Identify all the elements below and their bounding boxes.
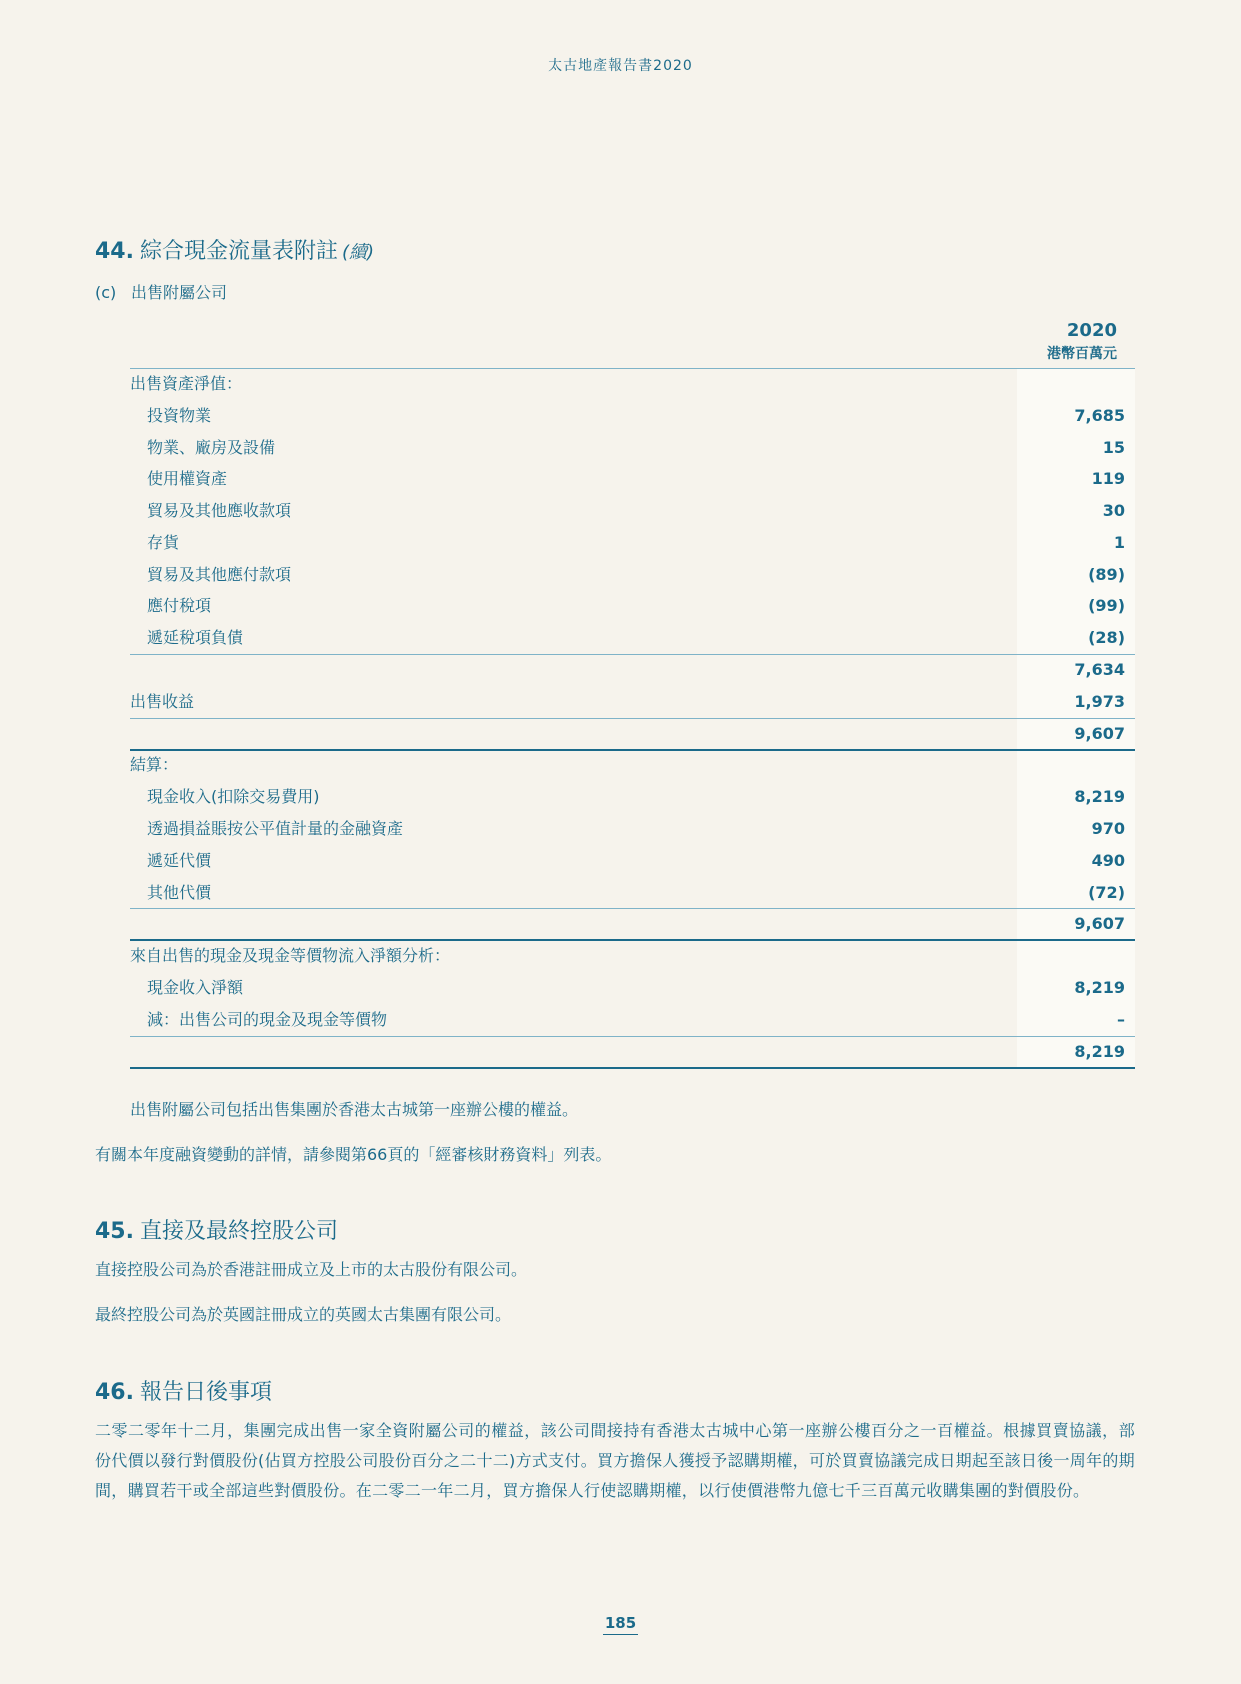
- row-label: 透過損益賬按公平值計量的金融資產: [147, 819, 404, 838]
- financing-note: 有關本年度融資變動的詳情，請參閱第66頁的「經審核財務資料」列表。: [95, 1145, 612, 1164]
- row-label: 現金收入淨額: [147, 978, 244, 997]
- row-label: 現金收入(扣除交易費用): [147, 787, 320, 806]
- section-44-title: 綜合現金流量表附註: [139, 239, 338, 264]
- subsection-c-heading: [95, 280, 227, 303]
- subsection-c-title: 出售附屬公司: [131, 283, 228, 302]
- table-row: [130, 781, 1135, 813]
- table-row: [130, 813, 1135, 845]
- row-label: 其他代價: [147, 883, 212, 902]
- section-45-p1: 直接控股公司為於香港註冊成立及上市的太古股份有限公司。: [95, 1260, 528, 1279]
- row-value: (89): [1088, 565, 1125, 584]
- table-row: [130, 590, 1135, 622]
- row-label: 貿易及其他應付款項: [147, 565, 292, 584]
- table-row: [130, 432, 1135, 464]
- row-label: 應付稅項: [147, 596, 212, 615]
- table-row: [130, 654, 1135, 686]
- table-row: [130, 559, 1135, 591]
- row-label: 遞延稅項負債: [147, 628, 244, 647]
- row-value: 970: [1091, 819, 1125, 838]
- row-label: 出售資產淨值：: [130, 374, 243, 393]
- table-row: [130, 1036, 1135, 1068]
- row-label: 物業、廠房及設備: [147, 438, 276, 457]
- rule-total-1: [130, 749, 1135, 751]
- row-label: 存貨: [147, 533, 180, 552]
- rule-after-less-cash: [130, 1036, 1135, 1037]
- row-value: 7,685: [1074, 406, 1125, 425]
- section-45-title: 直接及最終控股公司: [139, 1219, 338, 1244]
- rule-after-deferred-tax: [130, 654, 1135, 655]
- table-row: [130, 463, 1135, 495]
- rule-total-3: [130, 1067, 1135, 1069]
- running-header: 太古地產報告書2020: [548, 58, 693, 74]
- subsection-c-label: (c): [95, 283, 117, 302]
- row-label: 減：出售公司的現金及現金等價物: [147, 1010, 388, 1029]
- section-46-title: 報告日後事項: [139, 1380, 272, 1405]
- row-value: 8,219: [1074, 1042, 1125, 1061]
- section-46-number: 46.: [95, 1380, 134, 1405]
- section-44-continued: (續): [342, 242, 375, 263]
- table-row: [130, 527, 1135, 559]
- section-44-number: 44.: [95, 239, 134, 264]
- rule-after-other-consideration: [130, 908, 1135, 909]
- section-45-heading: [95, 1214, 338, 1245]
- row-value: (28): [1088, 628, 1125, 647]
- column-header: [1047, 320, 1117, 363]
- row-value: 1: [1113, 533, 1125, 552]
- table-row: [130, 749, 1135, 781]
- table-row: [130, 908, 1135, 940]
- row-value: (72): [1088, 883, 1125, 902]
- page-number-text: 185: [603, 1614, 638, 1635]
- row-value: –: [1117, 1010, 1125, 1029]
- table-row: [130, 845, 1135, 877]
- table-row: [130, 972, 1135, 1004]
- row-label: 貿易及其他應收款項: [147, 501, 292, 520]
- table-row: [130, 940, 1135, 972]
- rule-after-gain: [130, 718, 1135, 719]
- table-row: [130, 718, 1135, 750]
- row-label: 出售收益: [130, 692, 195, 711]
- table-row: [130, 368, 1135, 400]
- row-value: 30: [1102, 501, 1125, 520]
- row-label: 來自出售的現金及現金等價物流入淨額分析：: [130, 946, 451, 965]
- table-row: [130, 686, 1135, 718]
- table-row: [130, 622, 1135, 654]
- row-value: 1,973: [1074, 692, 1125, 711]
- row-value: 8,219: [1074, 978, 1125, 997]
- row-value: 8,219: [1074, 787, 1125, 806]
- disposal-note: 出售附屬公司包括出售集團於香港太古城第一座辦公樓的權益。: [130, 1100, 579, 1119]
- column-unit: 港幣百萬元: [1047, 346, 1117, 362]
- section-46-heading: [95, 1375, 272, 1406]
- section-45-p2: 最終控股公司為於英國註冊成立的英國太古集團有限公司。: [95, 1305, 512, 1324]
- column-year: 2020: [1066, 320, 1117, 341]
- section-44-heading: [95, 234, 374, 265]
- row-value: 15: [1102, 438, 1125, 457]
- rule-total-2: [130, 939, 1135, 941]
- row-label: 結算：: [130, 755, 179, 774]
- section-46-body: 二零二零年十二月，集團完成出售一家全資附屬公司的權益，該公司間接持有香港太古城中心第一座辦公樓百分之一百權益。根據買賣協議，部份代價以發行對價股份(佔買方控股公司股份百分之二十二)方式支付。買方擔保人獲授予認購期權，可於買賣協議完成日期起至該日後一周年的期間，購買若干或全部這些對價股份。在二零二一年二月，買方擔保人行使認購期權，以行使價港幣九億七千三百萬元收購集團的對價股份。: [95, 1421, 1135, 1500]
- row-label: 投資物業: [147, 406, 212, 425]
- row-value: (99): [1088, 596, 1125, 615]
- section-45-number: 45.: [95, 1219, 134, 1244]
- table-row: [130, 400, 1135, 432]
- table-row: [130, 1004, 1135, 1036]
- row-value: 9,607: [1074, 914, 1125, 933]
- table-row: [130, 495, 1135, 527]
- disposal-table: [130, 318, 1135, 1073]
- row-value: 7,634: [1074, 660, 1125, 679]
- table-row: [130, 877, 1135, 909]
- row-value: 490: [1091, 851, 1125, 870]
- row-label: 遞延代價: [147, 851, 212, 870]
- row-value: 119: [1091, 469, 1125, 488]
- row-label: 使用權資產: [147, 469, 228, 488]
- page-number: [0, 1614, 1241, 1632]
- row-value: 9,607: [1074, 724, 1125, 743]
